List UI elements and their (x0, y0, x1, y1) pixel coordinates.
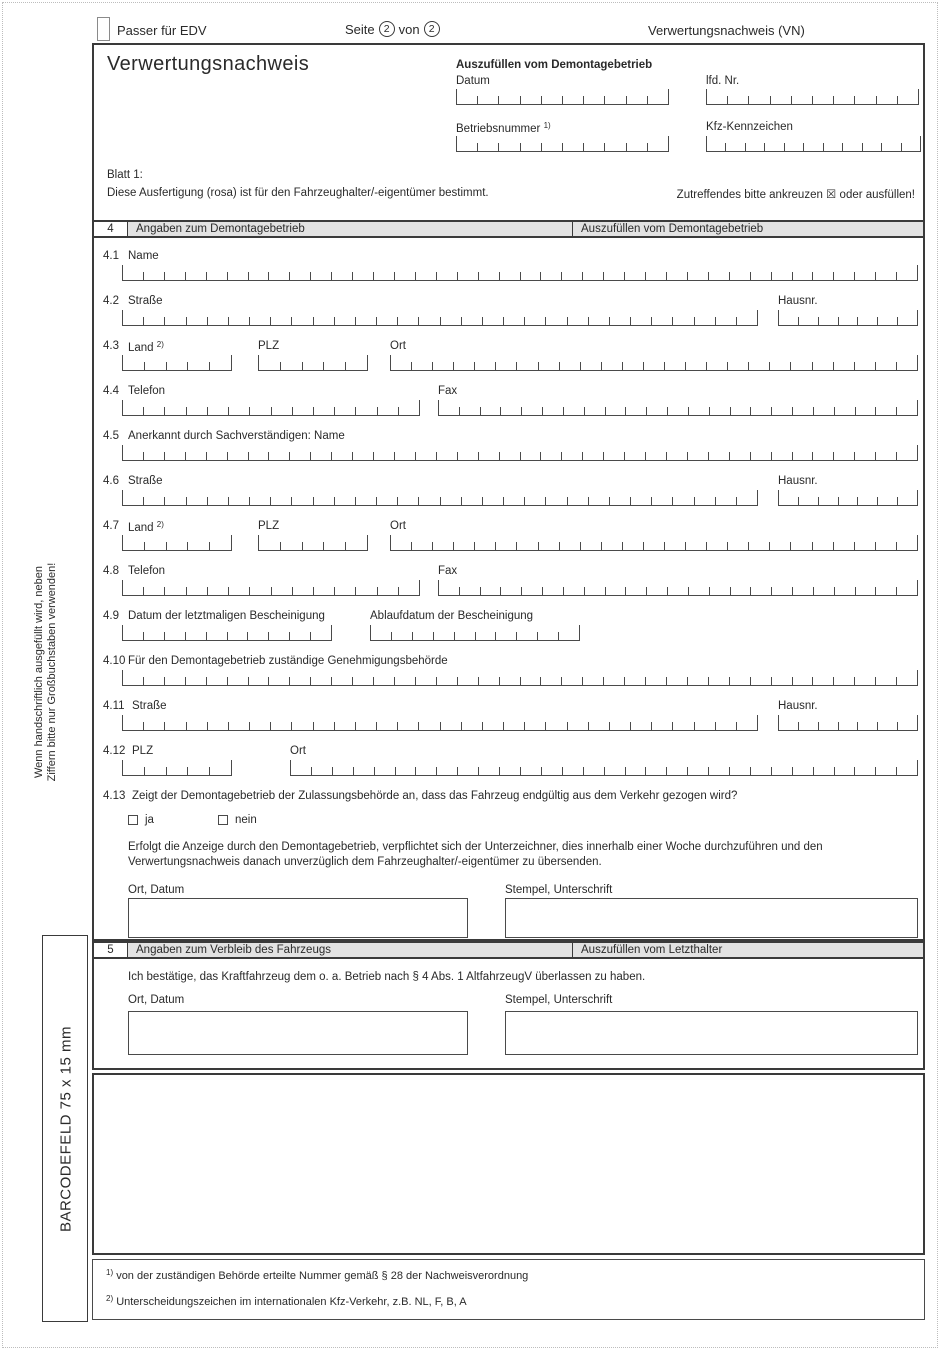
row-number: 4.6 (103, 475, 119, 487)
strasse-comb-field[interactable] (122, 715, 758, 731)
section4-signature-labels (94, 870, 923, 896)
footnote-1-mark: 1) (106, 1268, 114, 1277)
row-number: 4.8 (103, 565, 119, 577)
plz-comb-field[interactable] (258, 355, 368, 371)
ort-datum-box[interactable] (128, 898, 468, 938)
fax-comb-field[interactable] (438, 580, 918, 596)
page-total-badge: 2 (424, 21, 440, 37)
strasse-label: Straße (128, 295, 163, 307)
ankreuzen-hint: Zutreffendes bitte ankreuzen ☒ oder ausfüllen! (676, 189, 915, 201)
row-number: 4.13 (103, 790, 126, 802)
plz-label: PLZ (132, 745, 154, 757)
lfd-nr-label: lfd. Nr. (706, 75, 740, 87)
name-comb-field[interactable] (122, 265, 918, 281)
telefon-label: Telefon (128, 565, 166, 577)
genehmigungsbehoerde-comb-field[interactable] (122, 670, 918, 686)
page-indicator (345, 21, 440, 37)
genehmigungsbehoerde-label: Für den Demontagebetrieb zuständige Genehmigungsbehörde (128, 655, 448, 667)
row-number: 4.5 (103, 430, 119, 442)
checkbox-ja[interactable] (128, 815, 138, 825)
stempel-unterschrift-box[interactable] (505, 1011, 918, 1055)
fill-by-heading: Auszufüllen vom Demontagebetrieb (456, 59, 653, 71)
row-number: 4.2 (103, 295, 119, 307)
plz-comb-field[interactable] (122, 760, 232, 776)
field-row-4-13 (94, 778, 923, 806)
land-comb-field[interactable] (122, 355, 232, 371)
ja-label: ja (145, 814, 154, 826)
field-row-4-4 (94, 373, 923, 418)
fax-label: Fax (438, 385, 458, 397)
stempel-unterschrift-label: Stempel, Unterschrift (505, 884, 613, 896)
footnote-ref-1: 1) (543, 121, 551, 130)
section4-fill-by: Auszufüllen vom Demontagebetrieb (573, 222, 923, 236)
section4-rows (94, 238, 923, 938)
betriebsnummer-label: Betriebsnummer $^{1)}$ (456, 121, 551, 135)
ort-datum-label: Ort, Datum (128, 994, 185, 1006)
document-type-label: Verwertungsnachweis (VN) (648, 23, 805, 38)
hausnr-label: Hausnr. (778, 295, 818, 307)
field-row-4-11 (94, 688, 923, 733)
plz-comb-field[interactable] (258, 535, 368, 551)
section4-number: 4 (94, 222, 128, 236)
large-blank-box (92, 1073, 925, 1255)
passer-label: Passer für EDV (117, 23, 207, 38)
barcode-field-label: BARCODEFELD 75 x 15 mm (57, 1025, 75, 1233)
stempel-unterschrift-box[interactable] (505, 898, 918, 938)
blatt-line2: Diese Ausfertigung (rosa) ist für den Fahrzeughalter/-eigentümer bestimmt. (107, 187, 489, 199)
field-row-4-8 (94, 553, 923, 598)
ort-comb-field[interactable] (390, 535, 918, 551)
hausnr-comb-field[interactable] (778, 310, 918, 326)
footnote-ref-2: 2) (156, 520, 164, 529)
seite-label: Seite (345, 21, 375, 37)
telefon-comb-field[interactable] (122, 580, 420, 596)
telefon-label: Telefon (128, 385, 166, 397)
row-number: 4.10 (103, 655, 126, 667)
anzeige-notice: Erfolgt die Anzeige durch den Demontagebetrieb, verpflichtet sich der Unterzeichner, dies innerhalb einer Woche durchzuführen und den Verwertungsnachweis danach unverzüglich dem Fahrzeughalter/-eigentümer zu übersenden. (128, 841, 823, 868)
passer-mark-icon (97, 17, 110, 41)
field-row-4-6 (94, 463, 923, 508)
row-number: 4.7 (103, 520, 119, 532)
datum-label: Datum (456, 75, 490, 87)
land-label: Land $^{2)}$ (128, 520, 164, 534)
ort-datum-box[interactable] (128, 1011, 468, 1055)
row-number: 4.11 (103, 700, 125, 712)
footnotes-box (92, 1259, 925, 1320)
nein-label: nein (235, 814, 257, 826)
plz-label: PLZ (258, 520, 280, 532)
ort-label: Ort (290, 745, 306, 757)
row-number: 4.4 (103, 385, 119, 397)
letzthalter-confirmation: Ich bestätige, das Kraftfahrzeug dem o. a. Betrieb nach § 4 Abs. 1 AltfahrzeugV überlassen zu haben. (128, 971, 646, 983)
footnote-ref-2: 2) (156, 340, 164, 349)
hausnr-comb-field[interactable] (778, 490, 918, 506)
strasse-comb-field[interactable] (122, 310, 758, 326)
zulassungsbehoerde-question: Zeigt der Demontagebetrieb der Zulassungsbehörde an, dass das Fahrzeug endgültig aus dem Verkehr gezogen wird? (132, 790, 738, 802)
name-label: Name (128, 250, 159, 262)
footnote-2-mark: 2) (106, 1294, 114, 1303)
field-row-4-9 (94, 598, 923, 643)
strasse-label: Straße (128, 475, 163, 487)
von-label: von (398, 21, 420, 37)
page-current-badge: 2 (379, 21, 395, 37)
sachverstaendiger-name-comb-field[interactable] (122, 445, 918, 461)
section4-header-bar (94, 220, 923, 238)
field-row-4-10 (94, 643, 923, 688)
telefon-comb-field[interactable] (122, 400, 420, 416)
fax-label: Fax (438, 565, 458, 577)
letztmalige-bescheinigung-label: Datum der letztmaligen Bescheinigung (128, 610, 325, 622)
fax-comb-field[interactable] (438, 400, 918, 416)
sachverstaendiger-name-label: Anerkannt durch Sachverständigen: Name (128, 430, 345, 442)
section5-fill-by: Auszufüllen vom Letzthalter (573, 943, 923, 957)
datum-comb-field[interactable] (456, 89, 669, 105)
strasse-comb-field[interactable] (122, 490, 758, 506)
field-row-4-3 (94, 328, 923, 373)
field-row-4-12 (94, 733, 923, 778)
section5-header-bar (94, 941, 923, 959)
strasse-label: Straße (132, 700, 167, 712)
ort-label: Ort (390, 340, 406, 352)
section5-title: Angaben zum Verbleib des Fahrzeugs (128, 943, 573, 957)
row-number: 4.9 (103, 610, 119, 622)
row-number: 4.1 (103, 250, 119, 262)
section4-title: Angaben zum Demontagebetrieb (128, 222, 573, 236)
stempel-unterschrift-label: Stempel, Unterschrift (505, 994, 613, 1006)
footnote-2: $^{2)}$ Unterscheidungszeichen im internationalen Kfz-Verkehr, z.B. NL, F, B, A (106, 1294, 467, 1308)
land-label: Land $^{2)}$ (128, 340, 164, 354)
ja-nein-row (94, 806, 923, 830)
barcode-field (42, 935, 88, 1322)
section5-box (92, 941, 925, 1070)
ort-datum-label: Ort, Datum (128, 884, 185, 896)
row-number: 4.3 (103, 340, 119, 352)
field-row-4-2 (94, 283, 923, 328)
checkbox-nein[interactable] (218, 815, 228, 825)
ort-comb-field[interactable] (290, 760, 918, 776)
kfz-kennzeichen-label: Kfz-Kennzeichen (706, 121, 793, 133)
land-comb-field[interactable] (122, 535, 232, 551)
letztmalige-bescheinigung-comb-field[interactable] (122, 625, 332, 641)
ablaufdatum-comb-field[interactable] (370, 625, 580, 641)
main-form-box (92, 43, 925, 941)
ablaufdatum-label: Ablaufdatum der Bescheinigung (370, 610, 534, 622)
plz-label: PLZ (258, 340, 280, 352)
kfz-kennzeichen-comb-field[interactable] (706, 136, 921, 152)
form-title: Verwertungsnachweis (107, 53, 310, 75)
blatt-line1: Blatt 1: (107, 169, 143, 181)
section4-signature-boxes (94, 898, 923, 938)
lfd-nr-comb-field[interactable] (706, 89, 919, 105)
hausnr-label: Hausnr. (778, 475, 818, 487)
row-number: 4.12 (103, 745, 126, 757)
ort-comb-field[interactable] (390, 355, 918, 371)
betriebsnummer-comb-field[interactable] (456, 136, 669, 152)
handwriting-note-line2: Ziffern bitte nur Großbuchstaben verwenden! (46, 562, 58, 782)
hausnr-label: Hausnr. (778, 700, 818, 712)
field-row-4-1 (94, 238, 923, 283)
field-row-4-7 (94, 508, 923, 553)
section5-number: 5 (94, 943, 128, 957)
ort-label: Ort (390, 520, 406, 532)
handwriting-note-line1: Wenn handschriftlich ausgefüllt wird, neben (33, 566, 45, 778)
field-row-4-5 (94, 418, 923, 463)
page-header (0, 16, 940, 42)
hausnr-comb-field[interactable] (778, 715, 918, 731)
footnote-1: $^{1)}$ von der zuständigen Behörde erteilte Nummer gemäß § 28 der Nachweisverordnung (106, 1268, 529, 1282)
